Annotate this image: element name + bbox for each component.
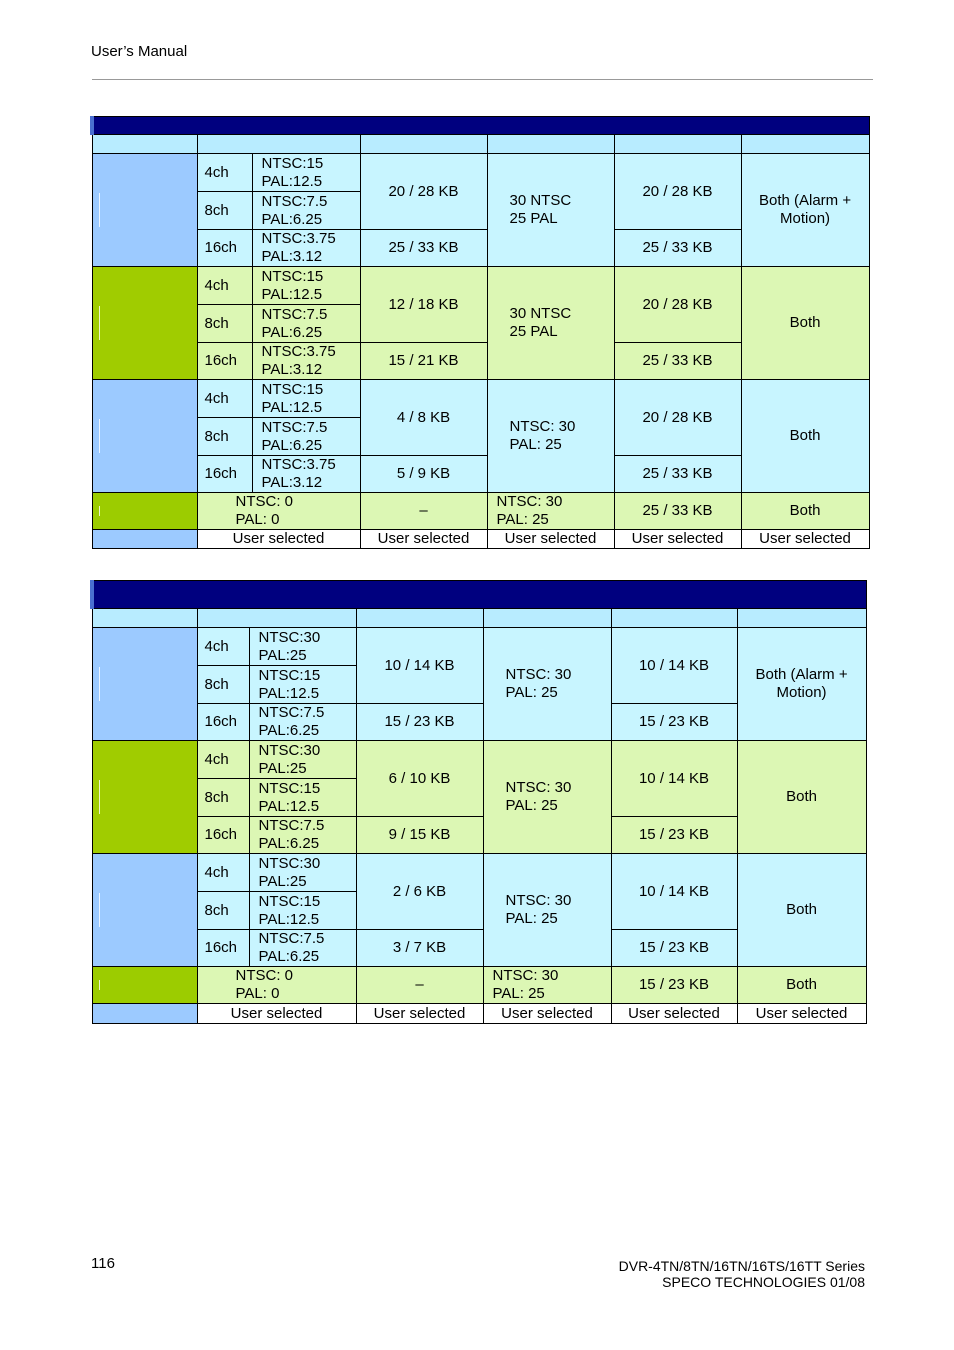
rate-cell: NTSC:15 PAL:12.5	[252, 154, 360, 192]
size-cell: 6 / 10 KB	[356, 741, 483, 817]
rate-cell: NTSC:3.75 PAL:3.12	[252, 230, 360, 267]
table-row	[92, 854, 866, 892]
record-size-cell: 20 / 28 KB	[614, 154, 741, 230]
table-row	[92, 530, 869, 549]
size-cell: 5 / 9 KB	[360, 456, 487, 493]
channel-cell: 4ch	[197, 154, 252, 192]
record-size-cell: 10 / 14 KB	[611, 628, 737, 704]
rate-cell: NTSC:3.75 PAL:3.12	[252, 456, 360, 493]
table-header-row	[92, 135, 869, 154]
quality-label-cell	[92, 530, 197, 549]
record-size-cell: 15 / 23 KB	[611, 817, 737, 854]
record-size-cell: 20 / 28 KB	[614, 267, 741, 343]
custom-cell: User selected	[360, 530, 487, 549]
quality-label-cell	[92, 967, 197, 1004]
rate-cell: NTSC:15 PAL:12.5	[252, 380, 360, 418]
mode-cell: Both (Alarm + Motion)	[737, 628, 866, 741]
table-header-row	[92, 609, 866, 628]
channel-cell: 4ch	[197, 854, 249, 892]
recording-table-2	[90, 580, 867, 1024]
fps-cell: NTSC: 30 PAL: 25	[487, 380, 614, 493]
mode-cell: Both	[737, 854, 866, 967]
header-title: User’s Manual	[91, 43, 188, 60]
quality-label-cell	[92, 741, 197, 854]
size-cell: 3 / 7 KB	[356, 930, 483, 967]
record-size-cell: 15 / 23 KB	[611, 704, 737, 741]
fps-cell: NTSC: 30 PAL: 25	[487, 493, 614, 530]
rate-cell: NTSC:30 PAL:25	[249, 741, 356, 779]
channel-cell: 16ch	[197, 456, 252, 493]
mode-cell: Both (Alarm + Motion)	[741, 154, 869, 267]
rate-cell: NTSC:15 PAL:12.5	[249, 666, 356, 704]
custom-cell: User selected	[737, 1004, 866, 1024]
footer-company: SPECO TECHNOLOGIES 01/08	[662, 1274, 865, 1290]
size-cell: 9 / 15 KB	[356, 817, 483, 854]
size-cell: 25 / 33 KB	[360, 230, 487, 267]
footer-info	[619, 1258, 865, 1290]
mode-cell: Both	[741, 267, 869, 380]
record-size-cell: 25 / 33 KB	[614, 230, 741, 267]
rate-cell: NTSC:7.5 PAL:6.25	[249, 817, 356, 854]
quality-label-cell	[92, 154, 197, 267]
table-row	[92, 628, 866, 666]
table-title-bar	[92, 581, 866, 609]
custom-cell: User selected	[487, 530, 614, 549]
size-cell: 15 / 21 KB	[360, 343, 487, 380]
record-size-cell: 10 / 14 KB	[611, 741, 737, 817]
channel-cell: 16ch	[197, 817, 249, 854]
table-row	[92, 154, 869, 192]
custom-cell: User selected	[483, 1004, 611, 1024]
channel-cell: 4ch	[197, 628, 249, 666]
record-size-cell: 25 / 33 KB	[614, 343, 741, 380]
record-size-cell: 10 / 14 KB	[611, 854, 737, 930]
table-row	[92, 967, 866, 1004]
custom-cell: User selected	[741, 530, 869, 549]
size-cell: –	[360, 493, 487, 530]
size-cell: 12 / 18 KB	[360, 267, 487, 343]
quality-label-cell	[92, 1004, 197, 1024]
channel-cell: 8ch	[197, 892, 249, 930]
mode-cell: Both	[737, 967, 866, 1004]
rate-cell: NTSC:30 PAL:25	[249, 628, 356, 666]
page-number: 116	[91, 1255, 115, 1272]
custom-cell: User selected	[614, 530, 741, 549]
rate-cell: NTSC:7.5 PAL:6.25	[252, 305, 360, 343]
channel-cell: 8ch	[197, 192, 252, 230]
channel-cell: 4ch	[197, 380, 252, 418]
record-size-cell: 25 / 33 KB	[614, 493, 741, 530]
channel-cell: 8ch	[197, 305, 252, 343]
channel-cell: 16ch	[197, 930, 249, 967]
rate-cell: NTSC:7.5 PAL:6.25	[249, 930, 356, 967]
custom-cell: User selected	[611, 1004, 737, 1024]
rate-cell: NTSC: 0 PAL: 0	[197, 493, 360, 530]
header-divider	[92, 79, 873, 80]
fps-cell: NTSC: 30 PAL: 25	[483, 741, 611, 854]
rate-cell: NTSC:7.5 PAL:6.25	[252, 192, 360, 230]
mode-cell: Both	[741, 493, 869, 530]
channel-cell: 4ch	[197, 741, 249, 779]
table-row	[92, 741, 866, 779]
fps-cell: NTSC: 30 PAL: 25	[483, 854, 611, 967]
channel-cell: 4ch	[197, 267, 252, 305]
channel-cell: 8ch	[197, 779, 249, 817]
fps-cell: 30 NTSC 25 PAL	[487, 267, 614, 380]
size-cell: 20 / 28 KB	[360, 154, 487, 230]
rate-cell: NTSC:7.5 PAL:6.25	[252, 418, 360, 456]
custom-cell: User selected	[197, 530, 360, 549]
fps-cell: NTSC: 30 PAL: 25	[483, 967, 611, 1004]
channel-cell: 16ch	[197, 230, 252, 267]
channel-cell: 8ch	[197, 418, 252, 456]
rate-cell: NTSC:7.5 PAL:6.25	[249, 704, 356, 741]
custom-cell: User selected	[356, 1004, 483, 1024]
rate-cell: NTSC:15 PAL:12.5	[249, 779, 356, 817]
table-row	[92, 493, 869, 530]
channel-cell: 16ch	[197, 704, 249, 741]
recording-table-1	[90, 116, 870, 549]
mode-cell: Both	[737, 741, 866, 854]
quality-label-cell	[92, 267, 197, 380]
record-size-cell: 20 / 28 KB	[614, 380, 741, 456]
record-size-cell: 15 / 23 KB	[611, 967, 737, 1004]
channel-cell: 8ch	[197, 666, 249, 704]
mode-cell: Both	[741, 380, 869, 493]
fps-cell: 30 NTSC 25 PAL	[487, 154, 614, 267]
table-row	[92, 1004, 866, 1024]
table-row	[92, 380, 869, 418]
record-size-cell: 25 / 33 KB	[614, 456, 741, 493]
table-row	[92, 267, 869, 305]
footer-series: DVR-4TN/8TN/16TN/16TS/16TT Series	[618, 1258, 865, 1274]
table-title-bar	[92, 117, 869, 135]
quality-label-cell	[92, 628, 197, 741]
rate-cell: NTSC: 0 PAL: 0	[197, 967, 356, 1004]
size-cell: 10 / 14 KB	[356, 628, 483, 704]
rate-cell: NTSC:15 PAL:12.5	[252, 267, 360, 305]
rate-cell: NTSC:3.75 PAL:3.12	[252, 343, 360, 380]
record-size-cell: 15 / 23 KB	[611, 930, 737, 967]
quality-label-cell	[92, 380, 197, 493]
size-cell: 2 / 6 KB	[356, 854, 483, 930]
custom-cell: User selected	[197, 1004, 356, 1024]
size-cell: 15 / 23 KB	[356, 704, 483, 741]
fps-cell: NTSC: 30 PAL: 25	[483, 628, 611, 741]
size-cell: –	[356, 967, 483, 1004]
size-cell: 4 / 8 KB	[360, 380, 487, 456]
rate-cell: NTSC:30 PAL:25	[249, 854, 356, 892]
quality-label-cell	[92, 854, 197, 967]
quality-label-cell	[92, 493, 197, 530]
channel-cell: 16ch	[197, 343, 252, 380]
rate-cell: NTSC:15 PAL:12.5	[249, 892, 356, 930]
